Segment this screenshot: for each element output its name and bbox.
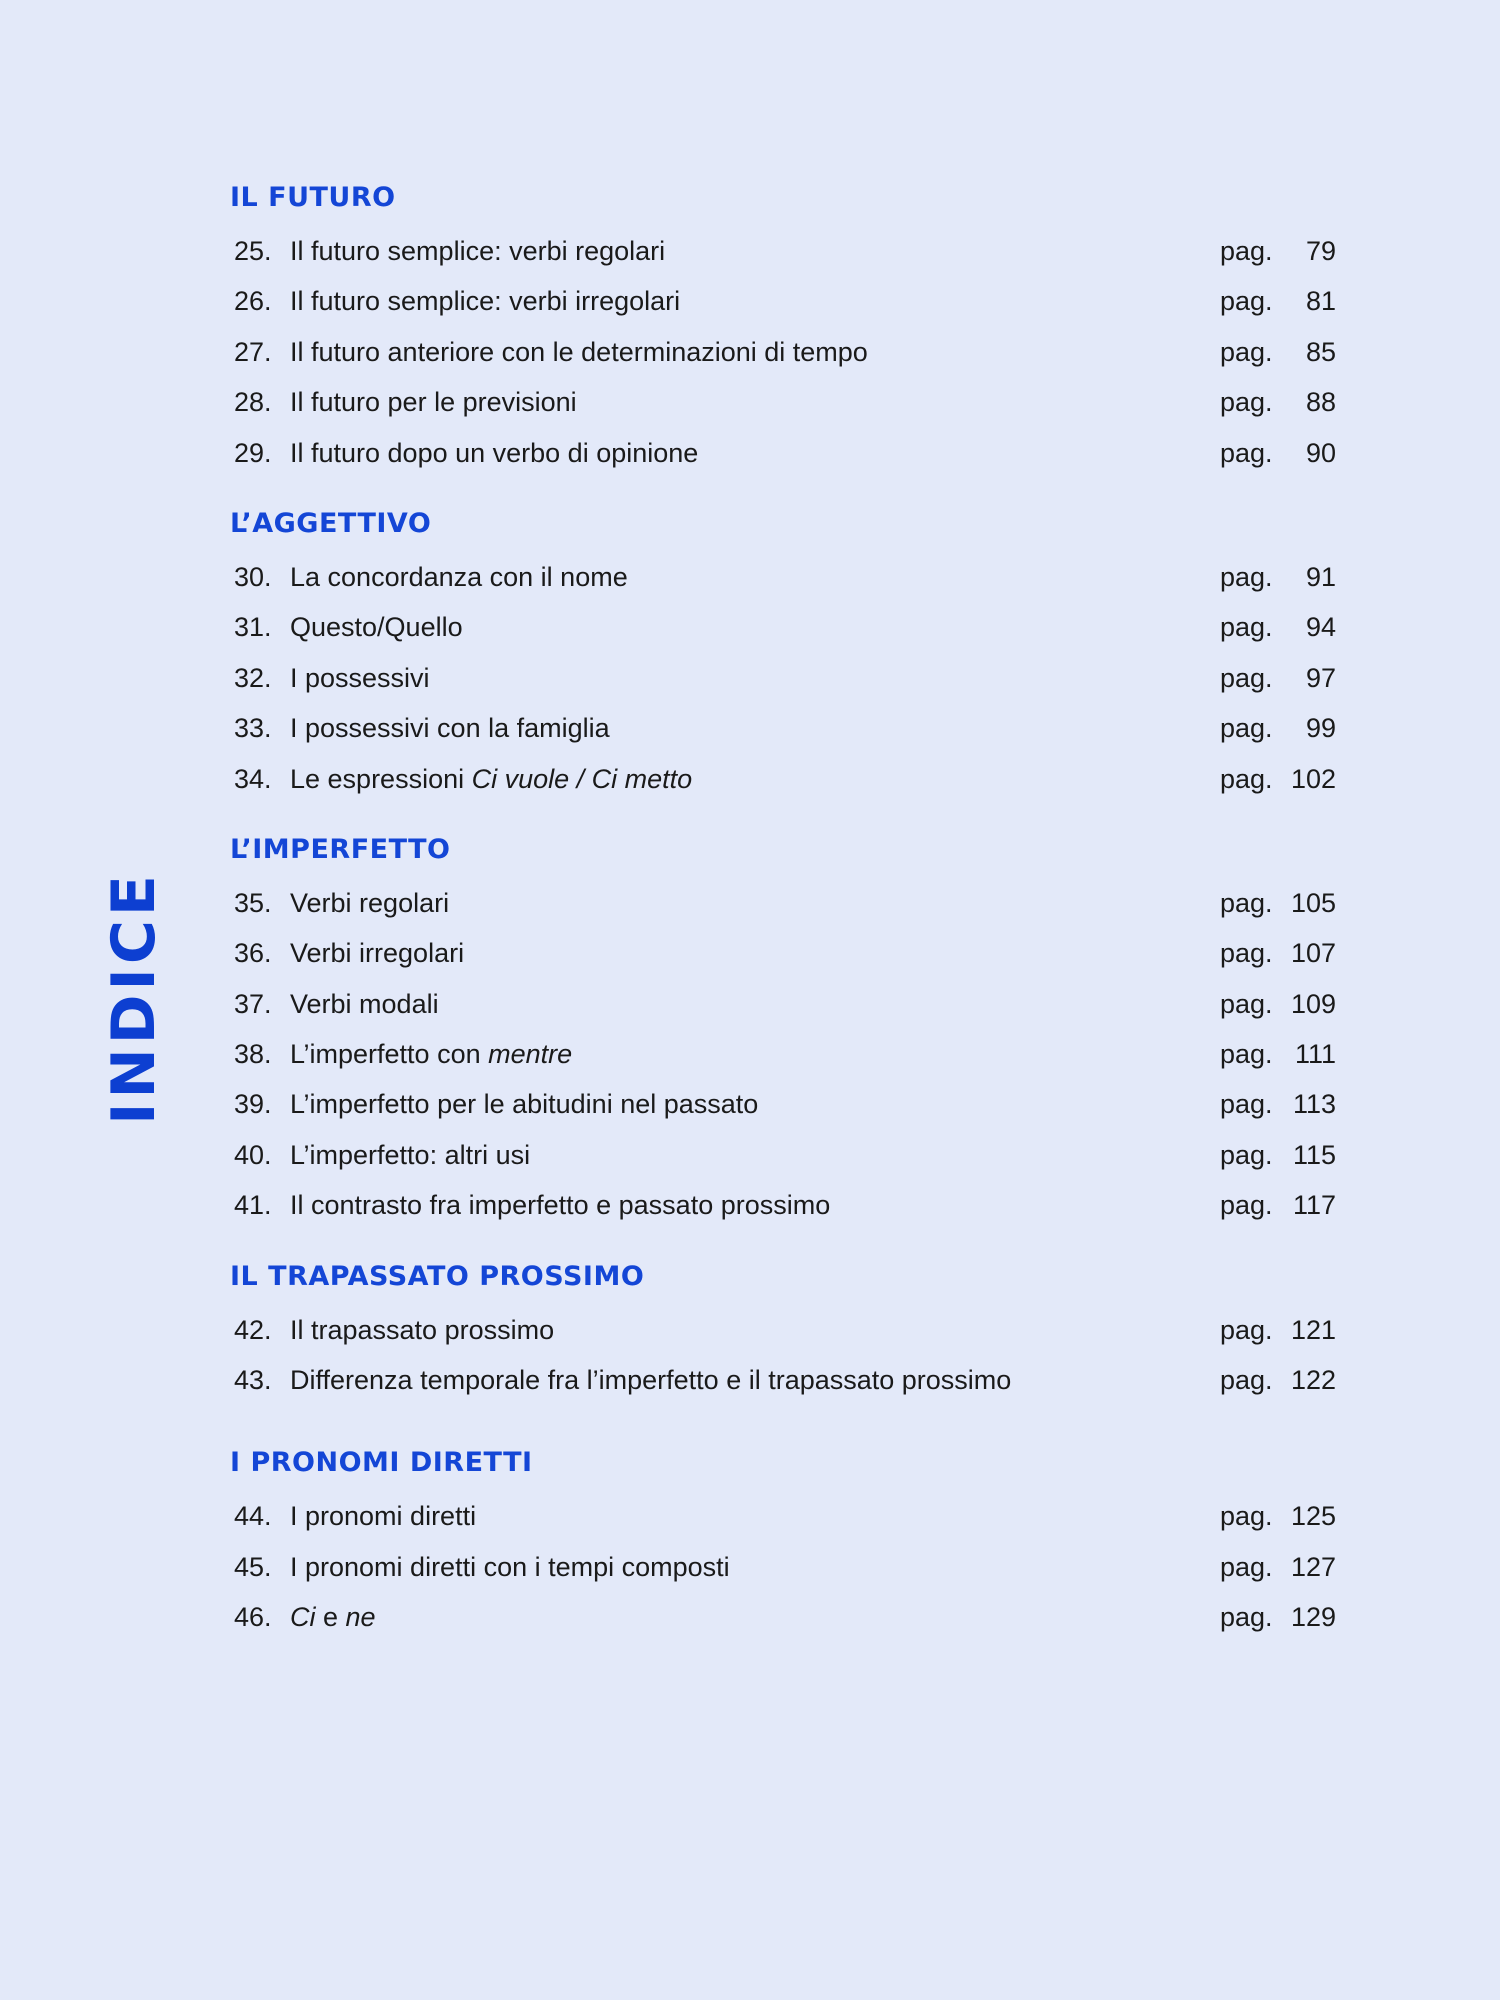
toc-entry[interactable] [230,1305,1336,1355]
entry-title-italic-part: ne [345,1602,376,1633]
toc-entry[interactable] [230,1180,1336,1230]
entry-number: 37. [234,988,272,1019]
page-number: 127 [1290,1551,1336,1582]
pag-label: pag. [1220,1551,1273,1582]
entry-title-part: L’imperfetto per le abitudini nel passato [290,1089,759,1120]
entry-title-part: Il futuro semplice: verbi regolari [290,236,666,266]
page-number: 125 [1290,1501,1336,1532]
pag-label: pag. [1220,662,1273,693]
toc-entry[interactable] [230,653,1336,703]
entry-title [290,653,1220,703]
page-number: 97 [1305,662,1336,693]
entry-title [290,428,1220,478]
entry-title-italic-part: mentre [488,1039,573,1070]
pag-label: pag. [1220,387,1273,418]
toc-entry[interactable] [230,1542,1336,1592]
section-title: IL TRAPASSATO PROSSIMO [230,1260,645,1292]
entry-title [290,552,1220,602]
entry-title-part: L’imperfetto: altri usi [290,1139,531,1170]
page-number: 90 [1305,437,1336,468]
entry-number: 32. [234,662,272,693]
pag-label: pag. [1220,1039,1273,1070]
entry-title [290,1305,1220,1355]
entry-title-part: Il futuro anteriore con le determinazioni di tempo [290,336,868,367]
entry-title [290,602,1220,652]
toc-entry[interactable] [230,1491,1336,1541]
page-number: 81 [1305,286,1336,317]
toc-entry[interactable] [230,602,1336,652]
page-number: 85 [1305,336,1336,367]
page-number: 99 [1305,713,1336,744]
entry-number: 26. [234,286,272,317]
pag-label: pag. [1220,713,1273,744]
pag-label: pag. [1220,763,1273,794]
entry-number: 40. [234,1139,272,1170]
entry-title-part: Il futuro semplice: verbi irregolari [290,286,681,317]
entry-number: 34. [234,763,272,794]
entry-number: 42. [234,1314,272,1345]
toc-entry[interactable] [230,754,1336,804]
entry-title-italic-part: Ci vuole / Ci metto [471,763,693,794]
section-title: L’AGGETTIVO [230,507,432,539]
entry-title-part: Verbi modali [290,988,439,1019]
pag-label: pag. [1220,286,1273,317]
page-number: 109 [1290,988,1336,1019]
toc-entry[interactable] [230,979,1336,1029]
page-number: 88 [1305,387,1336,418]
entry-number: 27. [234,336,272,367]
page-number: 105 [1290,887,1336,918]
toc-section [230,1443,1336,1642]
entry-title [290,1079,1220,1129]
pag-label: pag. [1220,1501,1273,1532]
pag-label: pag. [1220,336,1273,367]
pag-label: pag. [1220,1314,1273,1345]
entry-title [290,1592,1220,1642]
toc-section [230,178,1336,478]
entry-number: 39. [234,1089,272,1120]
entry-title-part: I possessivi con la famiglia [290,713,610,744]
entry-title-part: e [315,1602,346,1633]
pag-label: pag. [1220,561,1273,592]
page-number: 129 [1290,1602,1336,1633]
toc-section [230,830,1336,1231]
page-number: 91 [1305,561,1336,592]
toc-entry[interactable] [230,327,1336,377]
entry-title [290,1355,1220,1405]
pag-label: pag. [1220,612,1273,643]
entry-title-part: Il futuro dopo un verbo di opinione [290,437,699,468]
entry-number: 33. [234,713,272,744]
entry-title-part: Questo/Quello [290,612,463,643]
entry-title-part: Le espressioni [290,763,472,794]
section-title: L’IMPERFETTO [230,833,451,865]
entry-title [290,878,1220,928]
toc-entry[interactable] [230,552,1336,602]
pag-label: pag. [1220,887,1273,918]
entry-number: 25. [234,236,272,266]
entry-number: 36. [234,938,272,969]
toc-entry[interactable] [230,703,1336,753]
entry-title-part: La concordanza con il nome [290,561,628,592]
page-number: 122 [1290,1365,1336,1396]
side-title [99,871,169,1125]
pag-label: pag. [1220,1089,1273,1120]
entry-title-part: Differenza temporale fra l’imperfetto e il trapassato prossimo [290,1365,1012,1396]
pag-label: pag. [1220,988,1273,1019]
entry-title-part: Il trapassato prossimo [290,1314,555,1345]
entry-number: 35. [234,887,272,918]
section-title: IL FUTURO [230,182,396,213]
entry-title [290,1130,1220,1180]
pag-label: pag. [1220,437,1273,468]
pag-label: pag. [1220,236,1273,266]
pag-label: pag. [1220,938,1273,969]
entry-title [290,226,1220,276]
entry-title-part: Il contrasto fra imperfetto e passato prossimo [290,1190,831,1221]
table-of-contents [230,178,1336,1669]
entry-title [290,377,1220,427]
toc-entry[interactable] [230,878,1336,928]
entry-number: 29. [234,437,272,468]
page-number: 111 [1294,1039,1336,1070]
entry-title-part: I pronomi diretti [290,1501,477,1532]
entry-title-italic-part: Ci [290,1602,316,1633]
toc-entry[interactable] [230,1079,1336,1129]
toc-entry[interactable] [230,1355,1336,1405]
entry-title [290,1491,1220,1541]
entry-title-part: I pronomi diretti con i tempi composti [290,1551,730,1582]
entry-title-part: I possessivi [290,662,430,693]
entry-number: 45. [234,1551,272,1582]
toc-entry[interactable] [230,276,1336,326]
toc-entry[interactable] [230,226,1336,276]
entry-title [290,754,1220,804]
entry-title [290,703,1220,753]
pag-label: pag. [1220,1365,1273,1396]
side-title-text: INDICE [99,871,169,1125]
page-number: 102 [1290,763,1336,794]
entry-number: 30. [234,561,272,592]
entry-title [290,1542,1220,1592]
entry-title [290,1029,1220,1079]
pag-label: pag. [1220,1139,1273,1170]
page-number: 121 [1290,1314,1336,1345]
section-title: I PRONOMI DIRETTI [230,1447,533,1479]
toc-entry[interactable] [230,1130,1336,1180]
page-number: 107 [1290,938,1336,969]
page-number: 115 [1292,1139,1336,1170]
page-number: 117 [1292,1190,1336,1221]
toc-entry[interactable] [230,1029,1336,1079]
entry-number: 41. [234,1190,272,1221]
entry-number: 46. [234,1602,272,1633]
entry-title [290,979,1220,1029]
page-number: 113 [1292,1089,1336,1120]
toc-section [230,504,1336,804]
entry-number: 43. [234,1365,272,1396]
entry-number: 28. [234,387,272,418]
toc-entry[interactable] [230,928,1336,978]
entry-title [290,327,1220,377]
entry-title-part: Verbi regolari [290,887,450,918]
page-number: 94 [1305,612,1336,643]
entry-title [290,928,1220,978]
entry-number: 44. [234,1501,272,1532]
entry-title [290,276,1220,326]
entry-number: 38. [234,1039,272,1070]
entry-title-part: L’imperfetto con [290,1039,489,1070]
pag-label: pag. [1220,1602,1273,1633]
entry-title-part: Il futuro per le previsioni [290,387,577,418]
toc-section [230,1257,1336,1406]
entry-title [290,1180,1220,1230]
entry-number: 31. [234,612,272,643]
entry-title-part: Verbi irregolari [290,938,465,969]
pag-label: pag. [1220,1190,1273,1221]
page-number: 79 [1305,236,1336,266]
toc-entry[interactable] [230,377,1336,427]
toc-entry[interactable] [230,428,1336,478]
toc-entry[interactable] [230,1592,1336,1642]
